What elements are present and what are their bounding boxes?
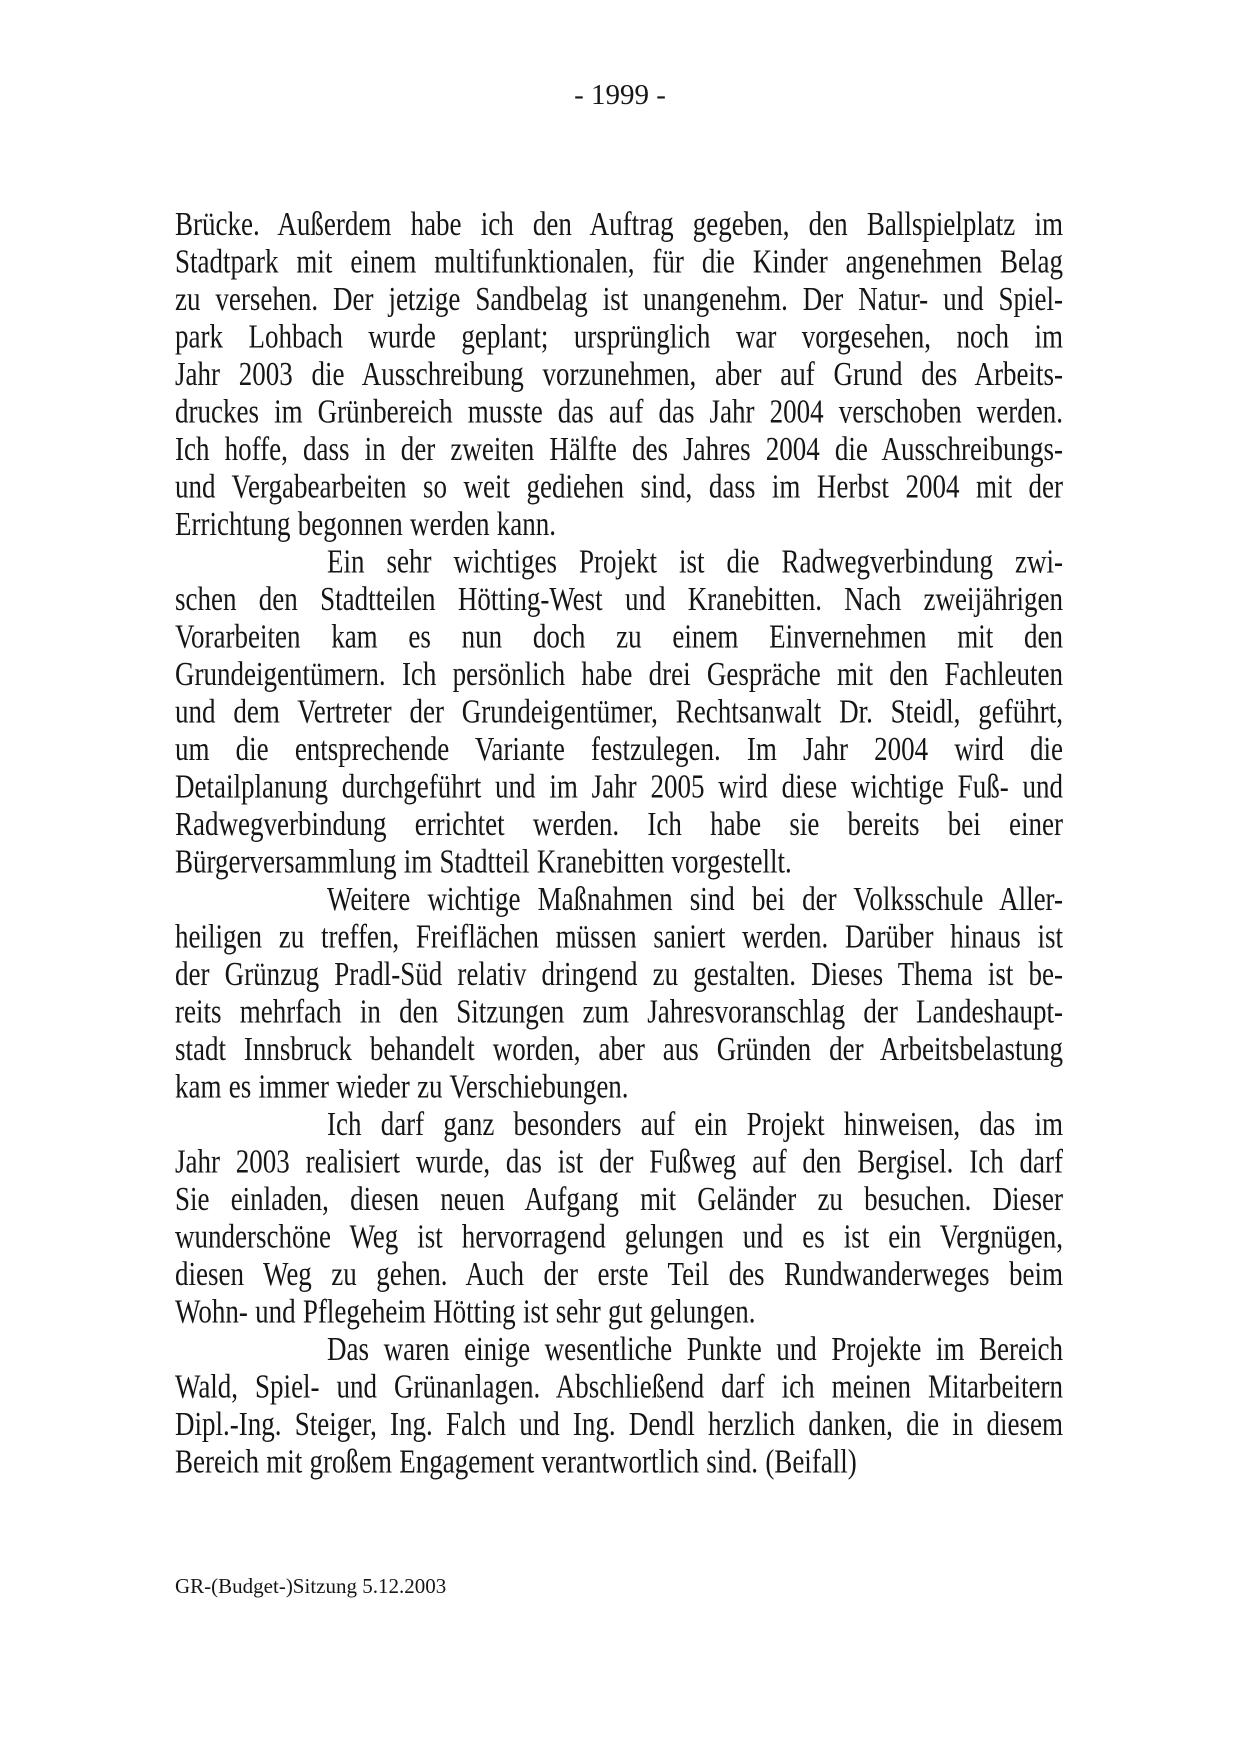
text-line: wunderschöne Weg ist hervorragend gelungen und es ist ein Vergnügen, [175,1217,1063,1255]
text-line: Vorarbeiten kam es nun doch zu einem Einvernehmen mit den [175,617,1063,655]
text-line: Wald, Spiel- und Grünanlagen. Abschließend darf ich meinen Mitarbeitern [175,1367,1063,1405]
text-line: diesen Weg zu gehen. Auch der erste Teil des Rundwanderweges beim [175,1255,1063,1293]
text-line: und dem Vertreter der Grundeigentümer, Rechtsanwalt Dr. Steidl, geführt, [175,692,1063,730]
text-line: Bereich mit großem Engagement verantwortlich sind. (Beifall) [175,1442,857,1480]
text-line: Jahr 2003 die Ausschreibung vorzunehmen, aber auf Grund des Arbeits- [175,355,1063,393]
text-line: Weitere wichtige Maßnahmen sind bei der Volksschule Aller- [327,880,1063,918]
footer-note: GR-(Budget-)Sitzung 5.12.2003 [175,1574,447,1598]
text-line: Bürgerversammlung im Stadtteil Kranebitten vorgestellt. [175,842,792,880]
text-line: Brücke. Außerdem habe ich den Auftrag gegeben, den Ballspielplatz im [175,205,1063,243]
text-line: Errichtung begonnen werden kann. [175,505,556,543]
text-line: schen den Stadtteilen Hötting-West und Kranebitten. Nach zweijährigen [175,580,1063,618]
text-line: Sie einladen, diesen neuen Aufgang mit Geländer zu besuchen. Dieser [175,1180,1063,1218]
text-line: heiligen zu treffen, Freiflächen müssen saniert werden. Darüber hinaus ist [175,917,1063,955]
text-line: und Vergabearbeiten so weit gediehen sind, dass im Herbst 2004 mit der [175,467,1063,505]
text-line: Grundeigentümern. Ich persönlich habe drei Gespräche mit den Fachleuten [175,655,1063,693]
text-line: Stadtpark mit einem multifunktionalen, für die Kinder angenehmen Belag [175,242,1063,280]
text-line: der Grünzug Pradl-Süd relativ dringend zu gestalten. Dieses Thema ist be- [175,955,1063,993]
text-line: druckes im Grünbereich musste das auf das Jahr 2004 verschoben werden. [175,392,1063,430]
text-line: Ein sehr wichtiges Projekt ist die Radwegverbindung zwi- [327,542,1063,580]
body-text [175,205,1063,1480]
text-line: Ich hoffe, dass in der zweiten Hälfte des Jahres 2004 die Ausschreibungs- [175,430,1063,468]
text-line: Radwegverbindung errichtet werden. Ich habe sie bereits bei einer [175,805,1063,843]
text-line: stadt Innsbruck behandelt worden, aber aus Gründen der Arbeitsbelastung [175,1030,1063,1068]
text-line: Dipl.-Ing. Steiger, Ing. Falch und Ing. Dendl herzlich danken, die in diesem [175,1405,1063,1443]
text-line: Jahr 2003 realisiert wurde, das ist der Fußweg auf den Bergisel. Ich darf [175,1142,1063,1180]
text-line: kam es immer wieder zu Verschiebungen. [175,1067,629,1105]
text-line: Wohn- und Pflegeheim Hötting ist sehr gut gelungen. [175,1292,756,1330]
text-line: Ich darf ganz besonders auf ein Projekt hinweisen, das im [327,1105,1063,1143]
text-line: zu versehen. Der jetzige Sandbelag ist unangenehm. Der Natur- und Spiel- [175,280,1063,318]
text-line: park Lohbach wurde geplant; ursprünglich war vorgesehen, noch im [175,317,1063,355]
text-line: um die entsprechende Variante festzulegen. Im Jahr 2004 wird die [175,730,1063,768]
text-line: reits mehrfach in den Sitzungen zum Jahresvoranschlag der Landeshaupt- [175,992,1063,1030]
text-line: Detailplanung durchgeführt und im Jahr 2005 wird diese wichtige Fuß- und [175,767,1063,805]
text-line: Das waren einige wesentliche Punkte und Projekte im Bereich [327,1330,1063,1368]
page-number: - 1999 - [574,79,666,111]
